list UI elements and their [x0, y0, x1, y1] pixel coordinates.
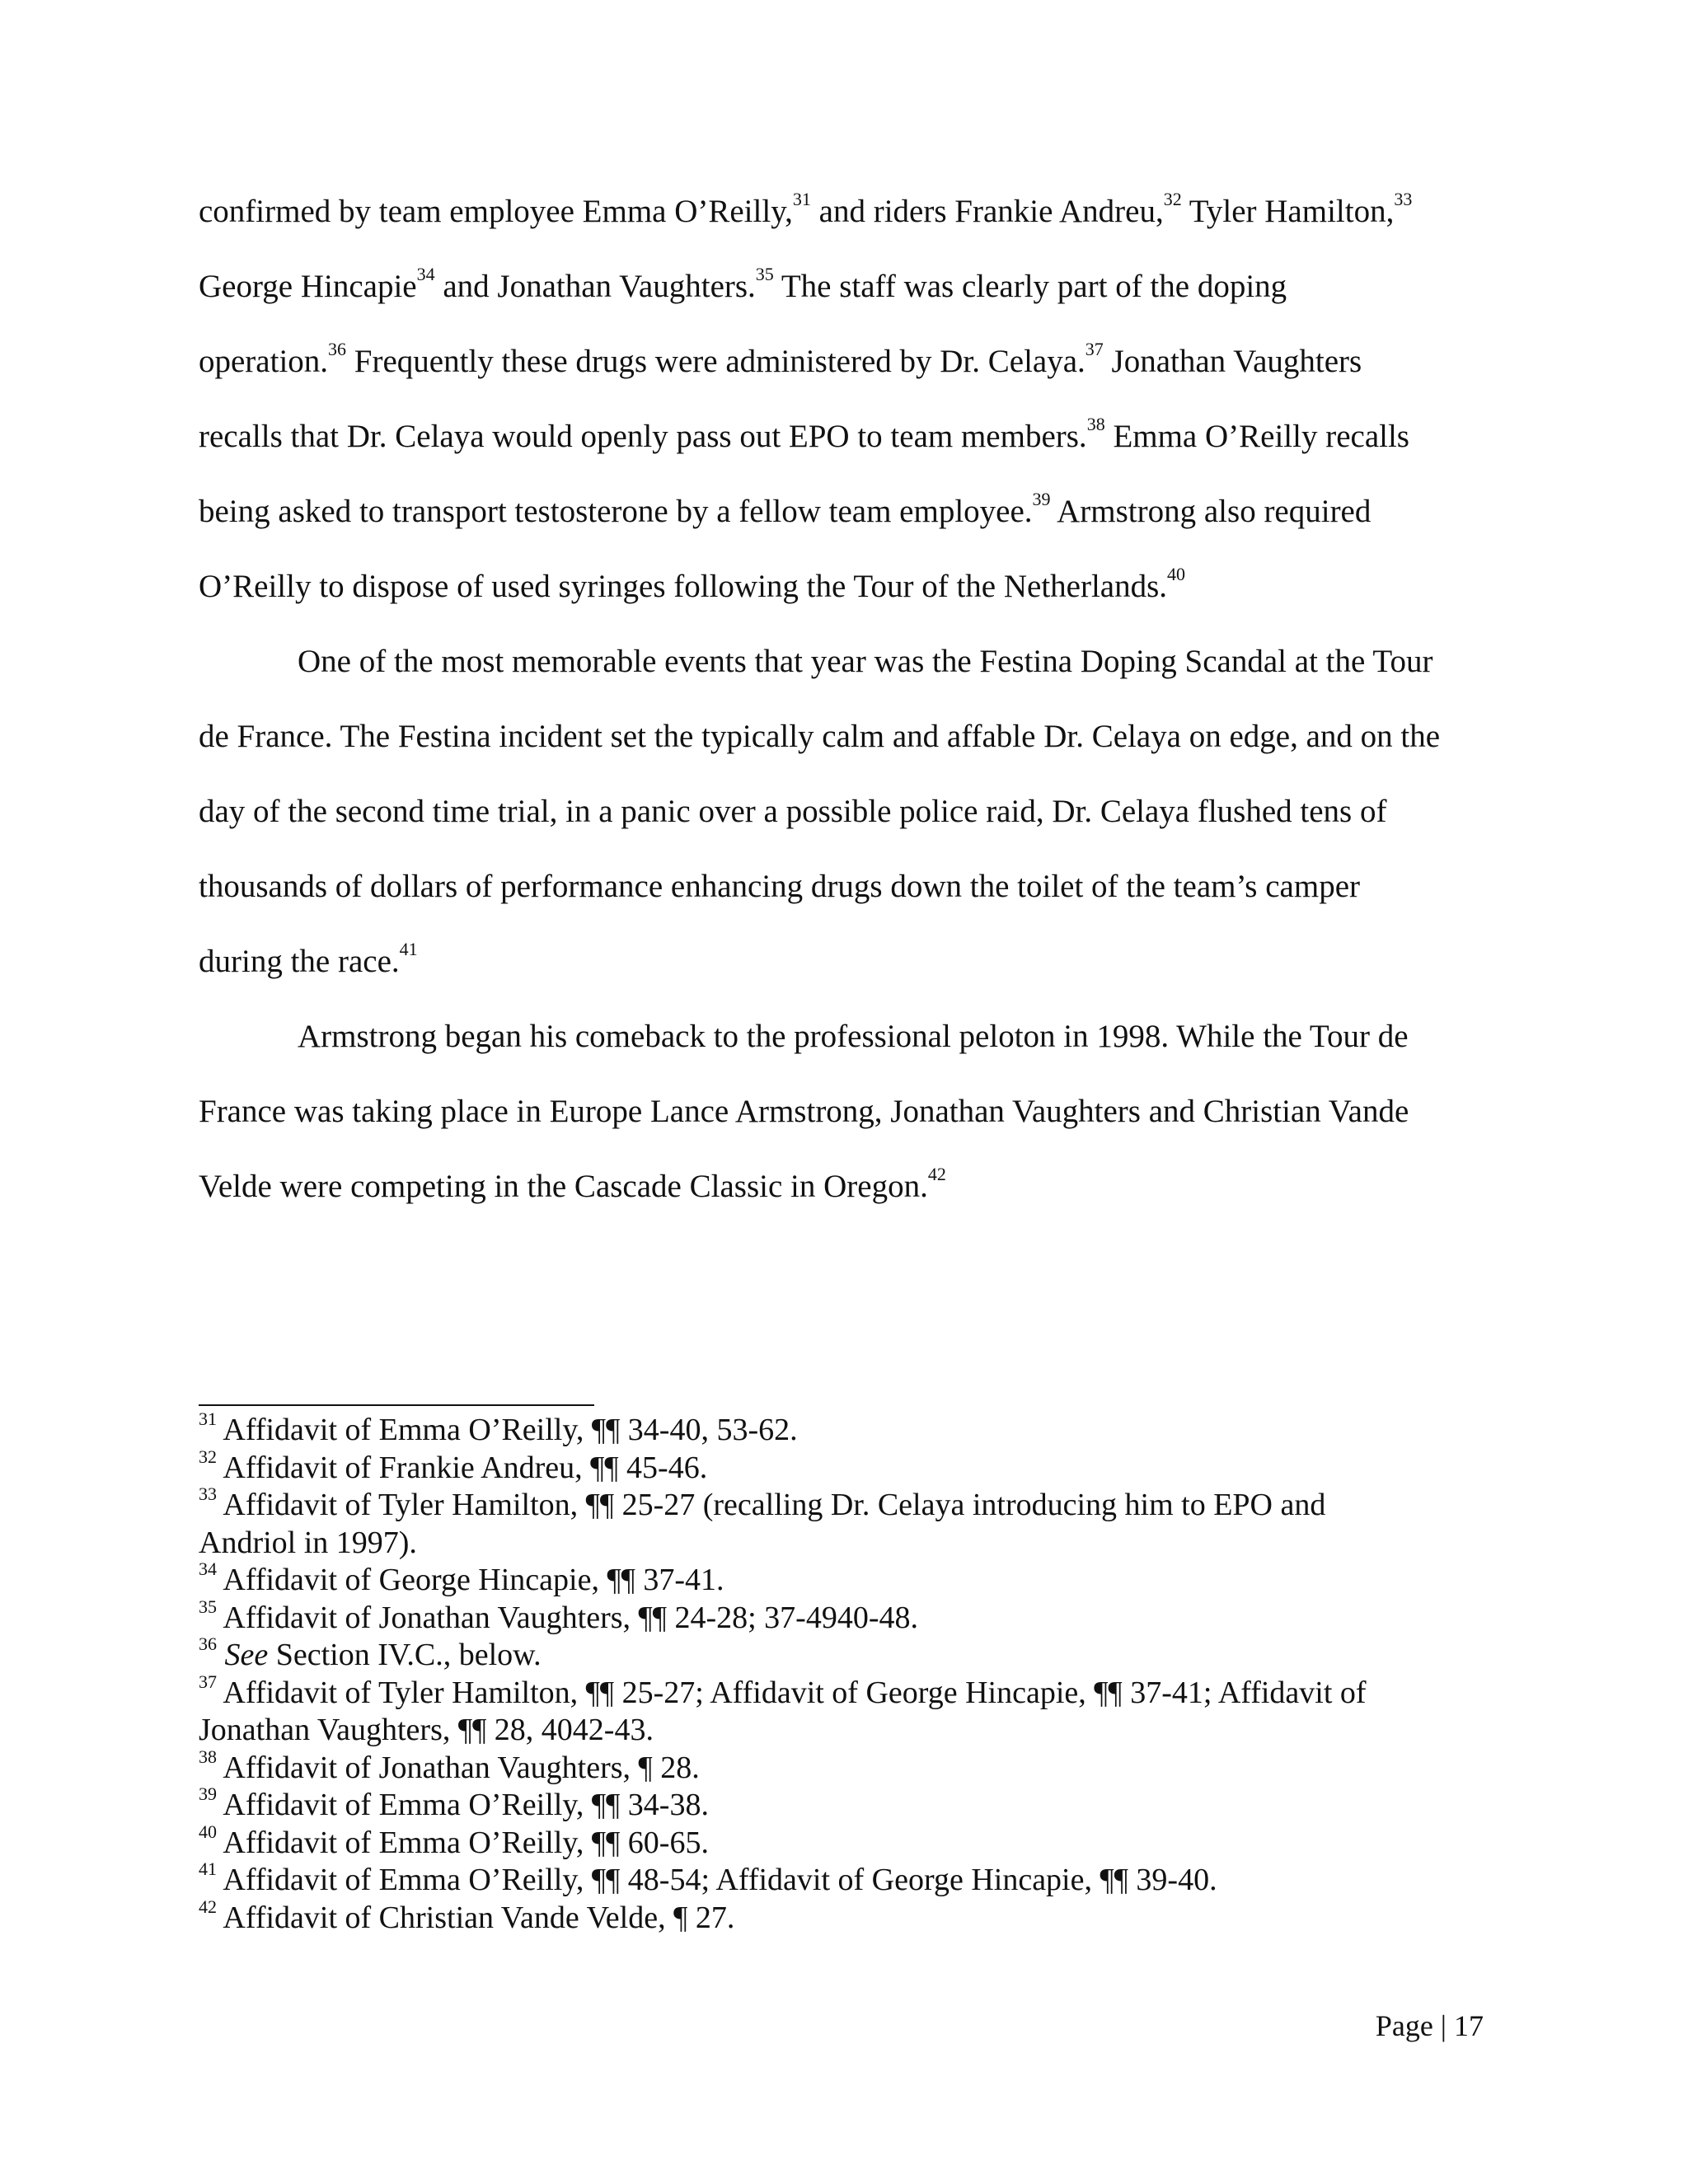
footnote-line — [199, 1633, 542, 1674]
footnote-ref: 31 — [792, 189, 811, 209]
footnote-ref: 38 — [1086, 414, 1105, 434]
footnote-ref: 32 — [199, 1446, 217, 1467]
text-run: Armstrong also required — [1050, 494, 1372, 529]
footnote-line — [199, 1746, 700, 1787]
text-run: Affidavit of Tyler Hamilton, ¶¶ 25-27; Affidavit of George Hincapie, ¶¶ 37-41; Affidavit of — [217, 1675, 1367, 1710]
text-run: France was taking place in Europe Lance Armstrong, Jonathan Vaughters and Christian Vande — [199, 1094, 1409, 1129]
text-run: O’Reilly to dispose of used syringes following the Tour of the Netherlands. — [199, 569, 1168, 604]
text-run: Tyler Hamilton, — [1181, 194, 1395, 229]
text-run: operation. — [199, 344, 329, 379]
footnote-ref: 38 — [199, 1746, 217, 1767]
footnote-ref: 41 — [199, 1858, 217, 1880]
footnote-ref: 37 — [1085, 339, 1104, 359]
footnote-line — [199, 1711, 654, 1749]
footnote-ref: 40 — [199, 1821, 217, 1842]
text-run — [217, 1638, 225, 1672]
footnote-ref: 36 — [199, 1633, 217, 1655]
footnote-ref: 42 — [927, 1164, 946, 1184]
text-run: Jonathan Vaughters, ¶¶ 28, 4042-43. — [199, 1713, 654, 1747]
body-line — [199, 1083, 1409, 1141]
text-run: Emma O’Reilly recalls — [1104, 419, 1409, 454]
paragraph-first-line — [298, 1008, 1409, 1066]
footnote-line — [199, 1446, 708, 1487]
text-run: Jonathan Vaughters — [1103, 344, 1362, 379]
footnote-line — [199, 1596, 918, 1637]
text-run: The staff was clearly part of the doping — [773, 269, 1287, 304]
text-run: Affidavit of Tyler Hamilton, ¶¶ 25-27 (recalling Dr. Celaya introducing him to EPO and — [217, 1488, 1326, 1522]
footnote-line — [199, 1524, 417, 1562]
footnote-ref: 33 — [199, 1483, 217, 1505]
body-line — [199, 858, 1360, 916]
italic-text: See — [224, 1638, 269, 1672]
text-run: during the race. — [199, 944, 400, 979]
body-line — [199, 183, 1412, 241]
footnote-ref: 39 — [1032, 489, 1051, 509]
footnote-ref: 32 — [1163, 189, 1182, 209]
footnote-ref: 34 — [199, 1558, 217, 1580]
footnote-line — [199, 1783, 709, 1824]
text-run: and riders Frankie Andreu, — [810, 194, 1164, 229]
footnote-separator — [199, 1404, 594, 1406]
text-run: Section IV.C., below. — [268, 1638, 542, 1672]
footnote-line — [199, 1483, 1326, 1524]
page-number: Page | 17 — [1375, 2009, 1484, 2042]
body-line — [199, 408, 1409, 466]
footnote-ref: 35 — [755, 264, 774, 284]
text-run: day of the second time trial, in a panic over a possible police raid, Dr. Celaya flushed tens of — [199, 794, 1387, 829]
text-run: Affidavit of Emma O’Reilly, ¶¶ 60-65. — [217, 1825, 709, 1860]
body-line — [199, 483, 1371, 541]
text-run: Affidavit of Emma O’Reilly, ¶¶ 34-40, 53-62. — [217, 1413, 798, 1447]
footnote-ref: 36 — [328, 339, 347, 359]
footnote-line — [199, 1858, 1217, 1899]
text-run: Armstrong began his comeback to the professional peloton in 1998. While the Tour de — [298, 1019, 1409, 1054]
text-run: Frequently these drugs were administered by Dr. Celaya. — [346, 344, 1085, 379]
footnote-ref: 42 — [199, 1896, 217, 1917]
footnote-line — [199, 1558, 724, 1599]
text-run: thousands of dollars of performance enhancing drugs down the toilet of the team’s camper — [199, 869, 1360, 904]
text-run: Affidavit of Christian Vande Velde, ¶ 27. — [217, 1900, 735, 1935]
body-line — [199, 558, 1185, 616]
text-run: One of the most memorable events that year was the Festina Doping Scandal at the Tour — [298, 644, 1433, 679]
text-run: Andriol in 1997). — [199, 1525, 417, 1560]
text-run: being asked to transport testosterone by a fellow team employee. — [199, 494, 1033, 529]
footnote-line — [199, 1408, 798, 1449]
text-run: confirmed by team employee Emma O’Reilly, — [199, 194, 793, 229]
text-run: Velde were competing in the Cascade Classic in Oregon. — [199, 1169, 928, 1204]
body-line — [199, 333, 1362, 391]
text-run: Affidavit of Emma O’Reilly, ¶¶ 48-54; Affidavit of George Hincapie, ¶¶ 39-40. — [217, 1863, 1217, 1897]
footnote-ref: 39 — [199, 1783, 217, 1805]
footnote-ref: 31 — [199, 1408, 217, 1430]
footnote-line — [199, 1821, 709, 1862]
text-run: de France. The Festina incident set the typically calm and affable Dr. Celaya on edge, and on the — [199, 719, 1441, 754]
footnote-ref: 41 — [399, 939, 418, 959]
footnote-ref: 33 — [1394, 189, 1413, 209]
text-run: George Hincapie — [199, 269, 417, 304]
text-run: and Jonathan Vaughters. — [434, 269, 756, 304]
text-run: Affidavit of Emma O’Reilly, ¶¶ 34-38. — [217, 1788, 709, 1822]
footnote-ref: 34 — [416, 264, 435, 284]
paragraph-first-line — [298, 633, 1432, 691]
text-run: Affidavit of Jonathan Vaughters, ¶¶ 24-28; 37-4940-48. — [217, 1600, 918, 1635]
body-line — [199, 258, 1287, 316]
body-line — [199, 783, 1386, 841]
text-run: Affidavit of Jonathan Vaughters, ¶ 28. — [217, 1750, 700, 1785]
footnote-ref: 37 — [199, 1671, 217, 1692]
footnote-line — [199, 1896, 735, 1937]
footnote-line — [199, 1671, 1367, 1712]
text-run: Affidavit of George Hincapie, ¶¶ 37-41. — [217, 1563, 724, 1597]
body-line — [199, 933, 418, 991]
text-run: recalls that Dr. Celaya would openly pass out EPO to team members. — [199, 419, 1087, 454]
footnote-ref: 40 — [1167, 564, 1186, 584]
body-line — [199, 708, 1440, 766]
body-line — [199, 1158, 946, 1216]
footnote-ref: 35 — [199, 1596, 217, 1617]
text-run: Affidavit of Frankie Andreu, ¶¶ 45-46. — [217, 1450, 708, 1485]
